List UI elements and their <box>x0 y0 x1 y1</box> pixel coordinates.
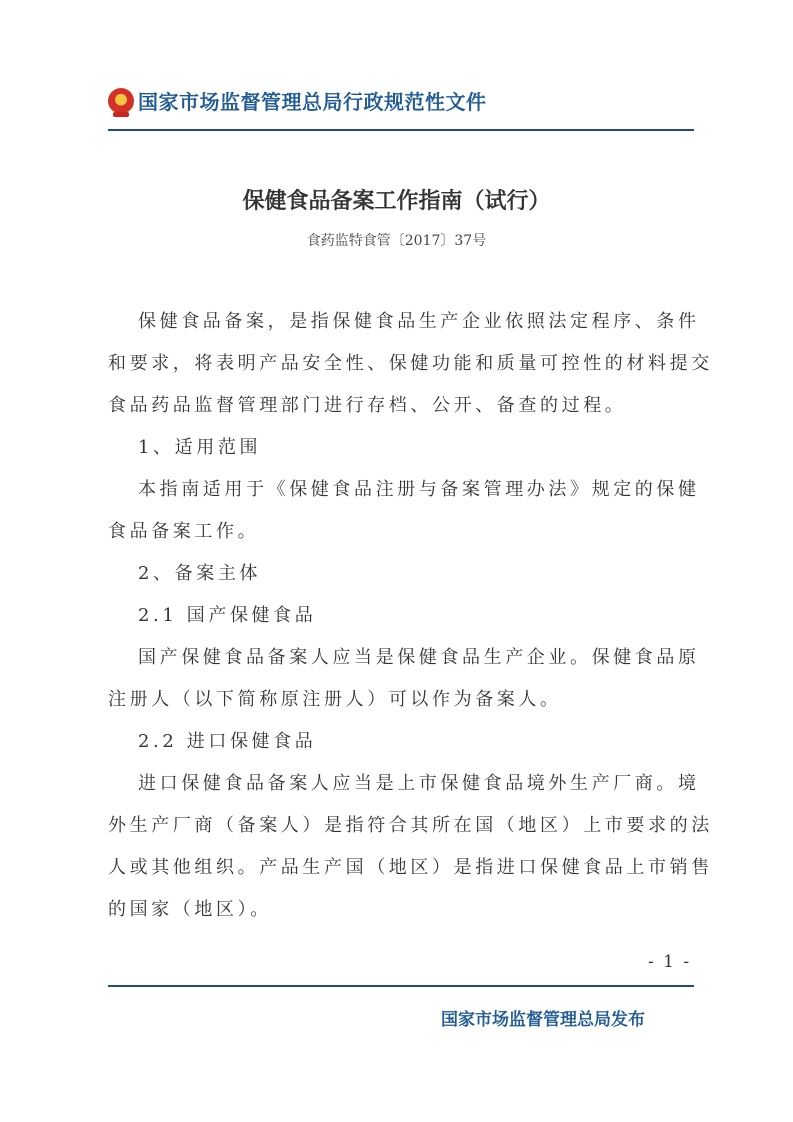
header-title: 国家市场监督管理总局行政规范性文件 <box>138 90 487 114</box>
document-title: 保健食品备案工作指南（试行） <box>242 189 551 214</box>
national-emblem-icon <box>108 88 134 114</box>
body-line: 进口保健食品备案人应当是上市保健食品境外生产厂商。境 <box>138 773 700 794</box>
footer-publisher: 国家市场监督管理总局发布 <box>441 1010 645 1030</box>
document-body <box>108 301 713 931</box>
body-line: 2、备案主体 <box>138 563 262 584</box>
body-line: 2.2 进口保健食品 <box>138 731 317 752</box>
body-line: 外生产厂商（备案人）是指符合其所在国（地区）上市要求的法 <box>108 815 713 836</box>
body-line: 食品备案工作。 <box>108 521 260 542</box>
body-line: 1、适用范围 <box>138 437 262 458</box>
page-number: - 1 - <box>648 952 692 972</box>
body-line: 人或其他组织。产品生产国（地区）是指进口保健食品上市销售 <box>108 857 713 878</box>
document-header <box>108 86 487 115</box>
body-line: 食品药品监督管理部门进行存档、公开、备查的过程。 <box>108 395 627 416</box>
footer-divider <box>108 985 694 987</box>
body-line: 的国家（地区）。 <box>108 899 272 920</box>
body-line: 本指南适用于《保健食品注册与备案管理办法》规定的保健 <box>138 479 700 500</box>
body-line: 保健食品备案，是指保健食品生产企业依照法定程序、条件 <box>138 311 700 332</box>
document-number: 食药监特食管〔2017〕37号 <box>306 233 487 249</box>
body-line: 注册人（以下简称原注册人）可以作为备案人。 <box>108 689 562 710</box>
body-line: 和要求，将表明产品安全性、保健功能和质量可控性的材料提交 <box>108 353 713 374</box>
body-line: 2.1 国产保健食品 <box>138 605 317 626</box>
header-divider <box>108 129 694 131</box>
body-line: 国产保健食品备案人应当是保健食品生产企业。保健食品原 <box>138 647 700 668</box>
